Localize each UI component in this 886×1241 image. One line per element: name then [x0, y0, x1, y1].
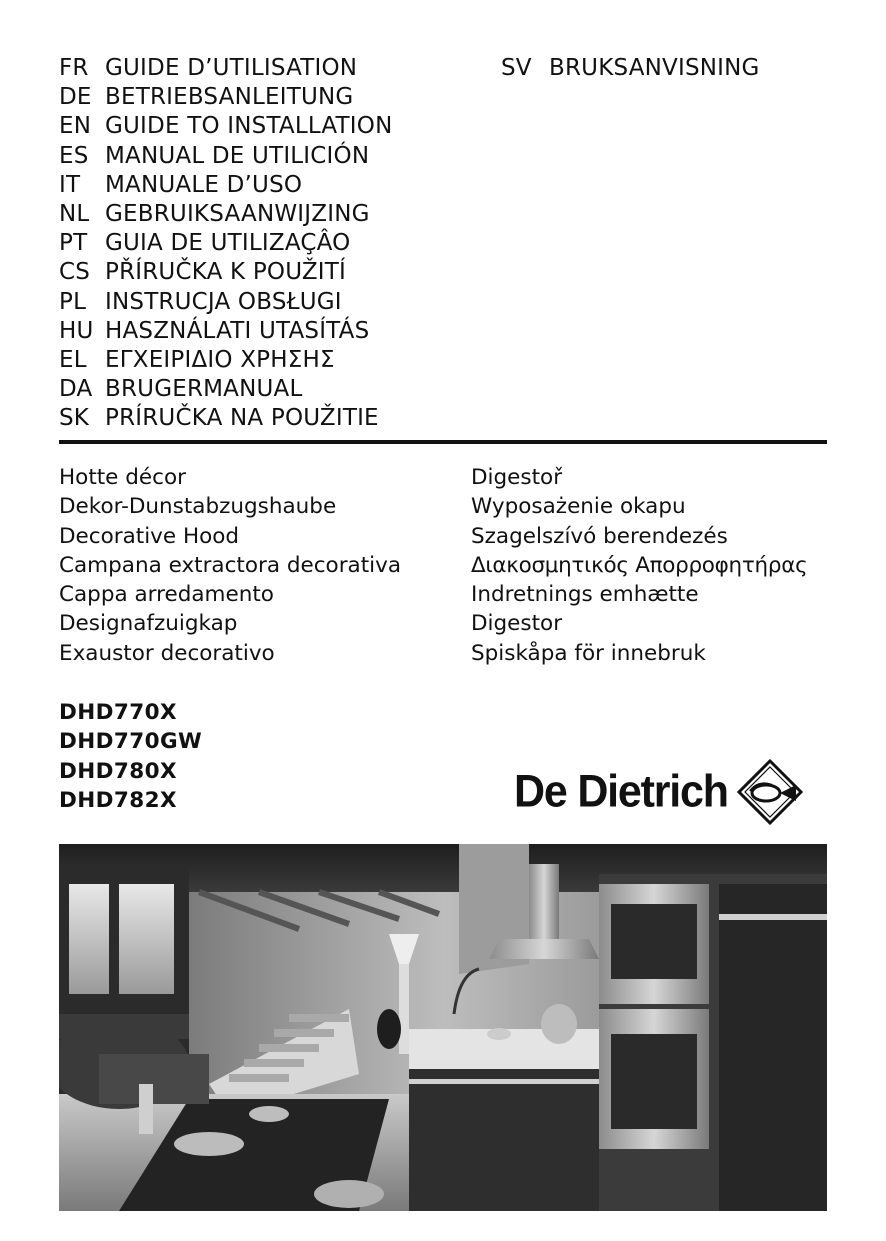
- language-code: DE: [59, 84, 92, 111]
- model-number: DHD782X: [59, 787, 177, 813]
- language-code: IT: [59, 171, 81, 198]
- language-row-de: [59, 83, 393, 112]
- language-code: CS: [59, 259, 91, 286]
- language-row-it: [59, 171, 393, 200]
- brand-logo: [514, 758, 804, 826]
- product-name: Διακοσμητικός Απορροφητήρας: [471, 552, 808, 578]
- language-title: INSTRUCJA OBSŁUGI: [105, 288, 342, 315]
- product-name: Wyposażenie okapu: [471, 494, 686, 520]
- product-name: Designafzuigkap: [59, 611, 238, 637]
- product-name: Dekor-Dunstabzugshaube: [59, 494, 337, 520]
- kitchen-photo: [59, 844, 827, 1211]
- language-title: ΕΓΧΕΙΡΙΔΙΟ ΧΡΗΣΗΣ: [105, 347, 335, 374]
- language-title: GEBRUIKSAANWIJZING: [105, 201, 370, 228]
- language-title: BRUGERMANUAL: [105, 376, 303, 403]
- product-name: Decorative Hood: [59, 523, 240, 549]
- language-code: DA: [59, 376, 93, 403]
- language-code: SK: [59, 405, 90, 432]
- product-names-left: [59, 463, 401, 668]
- language-list-right: [501, 54, 760, 83]
- model-list: [59, 698, 202, 815]
- model-number: DHD770X: [59, 700, 177, 725]
- language-code: PL: [59, 288, 87, 315]
- language-code: HU: [59, 317, 94, 344]
- language-row-fr: [59, 54, 393, 83]
- language-code: ES: [59, 142, 89, 169]
- language-code: SV: [501, 55, 532, 81]
- horn-emblem-icon: [736, 758, 804, 826]
- model-number: DHD780X: [59, 758, 177, 784]
- language-row-da: [59, 375, 393, 404]
- language-title: GUIA DE UTILIZAÇÂO: [105, 230, 351, 257]
- product-name: Indretnings emhætte: [471, 582, 699, 608]
- language-row-hu: [59, 317, 393, 346]
- product-name: Szagelszívó berendezés: [471, 523, 728, 549]
- language-row-sk: [59, 404, 393, 433]
- language-code: NL: [59, 201, 90, 228]
- product-names-right: [471, 463, 807, 668]
- language-row-sv: [501, 54, 760, 83]
- kitchen-scene-image: [59, 844, 827, 1211]
- product-name: Spiskåpa för innebruk: [471, 640, 706, 666]
- language-list-left: [59, 54, 393, 434]
- language-title: PŘÍRUČKA K POUŽITÍ: [105, 259, 347, 286]
- language-title: MANUAL DE UTILICIÓN: [105, 142, 370, 169]
- product-name: Hotte décor: [59, 465, 186, 490]
- language-title: GUIDE TO INSTALLATION: [105, 113, 393, 140]
- model-number: DHD770GW: [59, 729, 203, 755]
- language-title: BRUKSANVISNING: [549, 55, 760, 81]
- language-row-el: [59, 346, 393, 375]
- language-row-nl: [59, 200, 393, 229]
- product-name: Digestor: [471, 611, 563, 637]
- product-name: Digestoř: [471, 465, 563, 490]
- language-title: HASZNÁLATI UTASÍTÁS: [105, 317, 370, 344]
- language-title: PRÍRUČKA NA POUŽITIE: [105, 405, 379, 432]
- language-row-pl: [59, 288, 393, 317]
- language-title: GUIDE D’UTILISATION: [105, 55, 358, 81]
- language-code: FR: [59, 55, 89, 81]
- language-row-cs: [59, 258, 393, 287]
- language-code: EL: [59, 347, 87, 374]
- language-code: EN: [59, 113, 92, 140]
- language-row-es: [59, 142, 393, 171]
- language-code: PT: [59, 230, 88, 257]
- language-row-en: [59, 112, 393, 141]
- brand-name: De Dietrich: [514, 766, 728, 817]
- language-title: BETRIEBSANLEITUNG: [105, 84, 354, 111]
- product-name: Campana extractora decorativa: [59, 552, 402, 578]
- product-name: Exaustor decorativo: [59, 640, 275, 666]
- language-row-pt: [59, 229, 393, 258]
- section-divider: [59, 440, 827, 444]
- product-name: Cappa arredamento: [59, 582, 274, 608]
- language-title: MANUALE D’USO: [105, 171, 303, 198]
